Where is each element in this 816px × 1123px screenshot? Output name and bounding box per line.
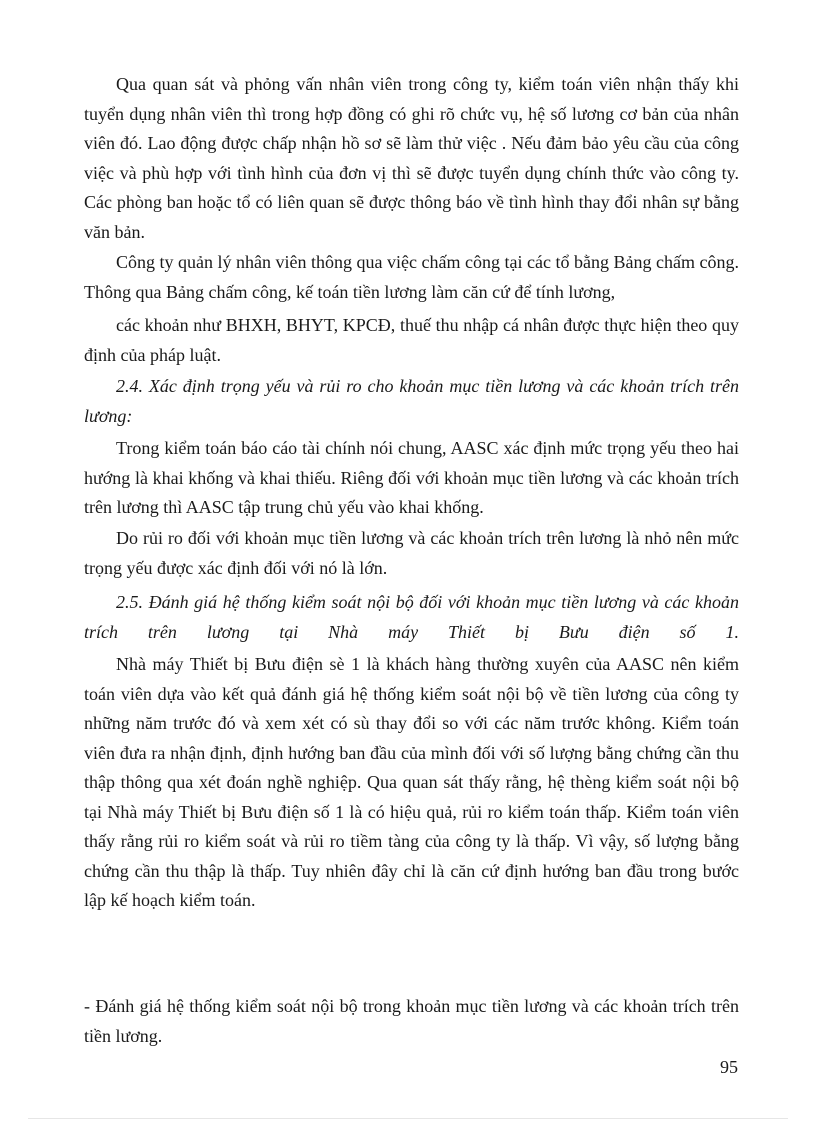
footer-divider	[28, 1118, 788, 1119]
paragraph-timekeeping: Công ty quản lý nhân viên thông qua việc chấm công tại các tổ bằng Bảng chấm công. Thông qua Bảng chấm công, kế toán tiền lương làm căn cứ để tính lương,	[84, 252, 739, 302]
paragraph-internal-control: Nhà máy Thiết bị Bưu điện sè 1 là khách hàng thường xuyên của AASC nên kiểm toán viên dựa vào kết quả đánh giá hệ thống kiểm soát nội bộ về tiền lương của công ty những năm trước đó và xem xét có sù thay đổi so với các năm trước không. Kiểm toán viên đưa ra nhận định, định hướng ban đầu của mình đối với số lượng bằng chứng cần thu thập thông qua xét đoán nghề nghiệp. Qua quan sát thấy rằng, hệ thèng kiểm soát nội bộ tại Nhà máy Thiết bị Bưu điện số 1 là có hiệu quả, rủi ro kiểm toán thấp. Kiểm toán viên thấy rằng rủi ro kiểm soát và rủi ro tiềm tàng của công ty là thấp. Vì vậy, số lượng bằng chứng cần thu thập là thấp. Tuy nhiên đây chỉ là căn cứ định hướng ban đầu trong bước lập kế hoạch kiểm toán.	[84, 654, 739, 910]
paragraph-risk: Do rủi ro đối với khoản mục tiền lương và các khoản trích trên lương là nhỏ nên mức trọng yếu được xác định đối với nó là lớn.	[84, 528, 739, 578]
paragraph-deductions: các khoản như BHXH, BHYT, KPCĐ, thuế thu nhập cá nhân được thực hiện theo quy định của pháp luật.	[84, 315, 739, 365]
section-heading-2-4: 2.4. Xác định trọng yếu và rủi ro cho khoản mục tiền lương và các khoản trích trên lương:	[84, 376, 739, 426]
page-number: 95	[720, 1057, 738, 1077]
paragraph-assessment-bullet: - Đánh giá hệ thống kiểm soát nội bộ trong khoản mục tiền lương và các khoản trích trên tiền lương.	[84, 996, 739, 1046]
section-heading-2-5: 2.5. Đánh giá hệ thống kiểm soát nội bộ đối với khoản mục tiền lương và các khoản trích trên lương tại Nhà máy Thiết bị Bưu điện số 1.	[84, 592, 739, 642]
paragraph-recruitment: Qua quan sát và phỏng vấn nhân viên trong công ty, kiểm toán viên nhận thấy khi tuyển dụng nhân viên thì trong hợp đồng có ghi rõ chức vụ, hệ số lương cơ bản của nhân viên đó. Lao động được chấp nhận hồ sơ sẽ làm thử việc . Nếu đảm bảo yêu cầu của công việc và phù hợp với tình hình của đơn vị thì sẽ được tuyển dụng chính thức vào công ty. Các phòng ban hoặc tổ có liên quan sẽ được thông báo về tình hình thay đổi nhân sự bằng văn bản.	[84, 74, 739, 242]
paragraph-materiality: Trong kiểm toán báo cáo tài chính nói chung, AASC xác định mức trọng yếu theo hai hướng là khai khống và khai thiếu. Riêng đối với khoản mục tiền lương và các khoản trích trên lương thì AASC tập trung chủ yếu vào khai khống.	[84, 438, 739, 517]
